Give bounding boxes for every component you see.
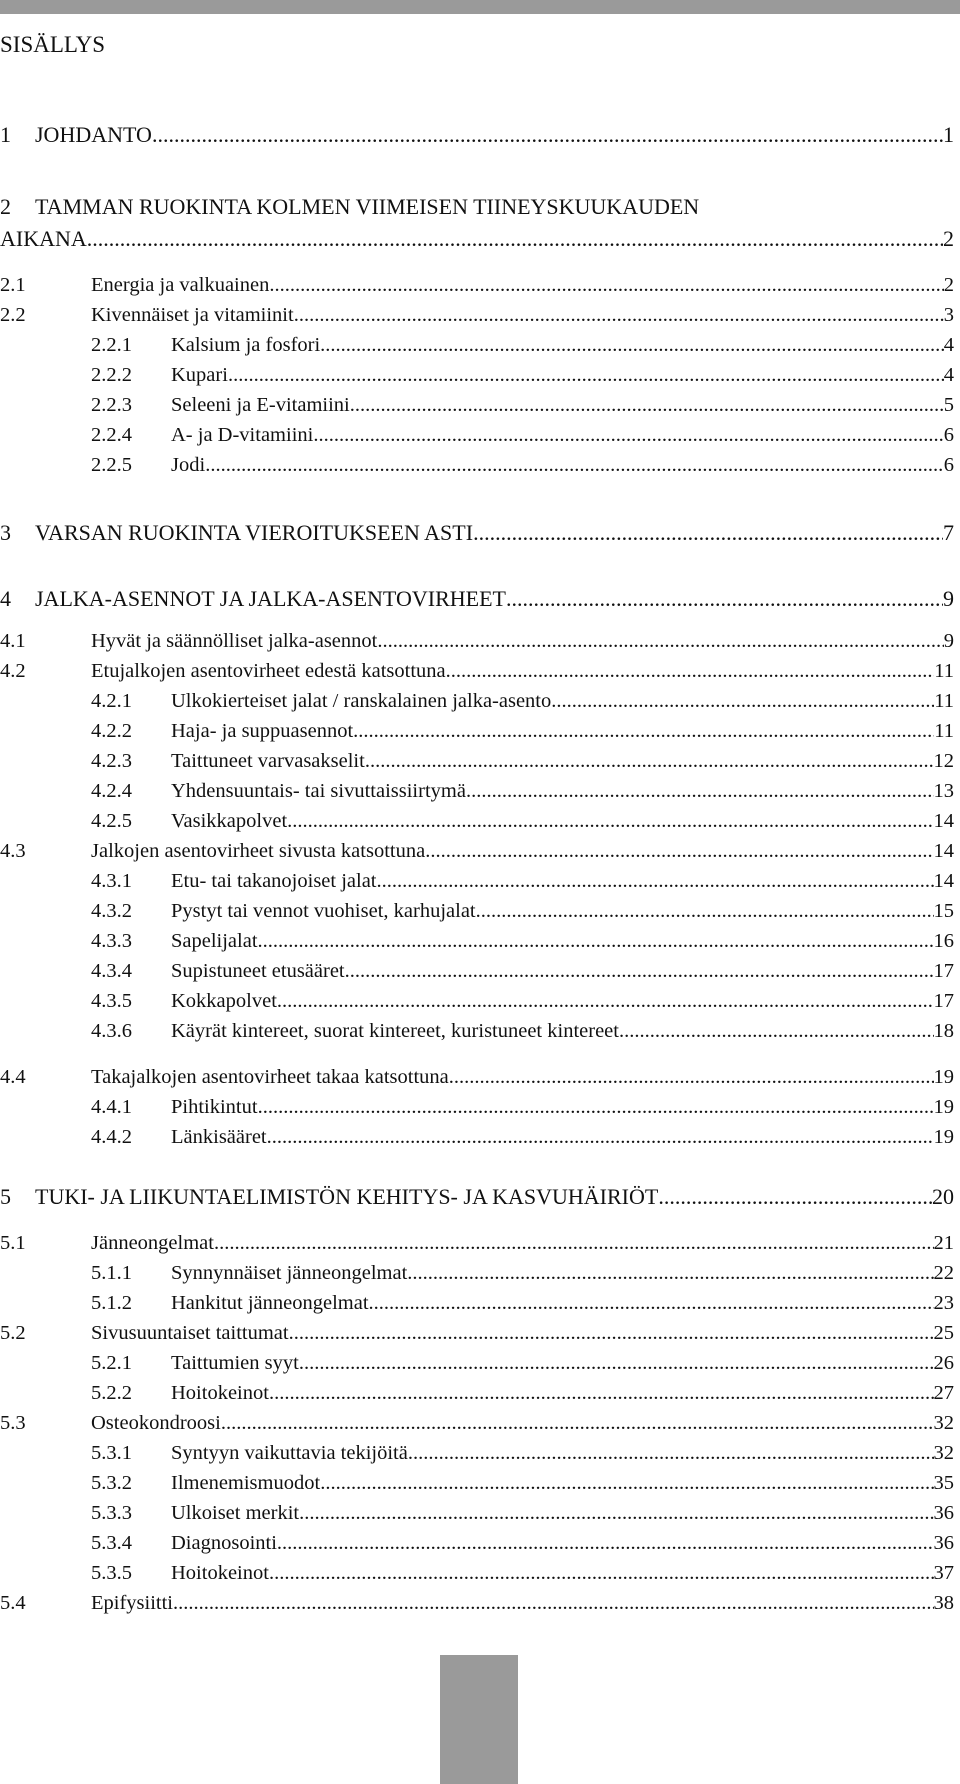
toc-entry-number: 4.4.2 xyxy=(91,1126,132,1148)
toc-entry-number: 4.2.5 xyxy=(91,810,132,832)
toc-entry-title: Ulkoiset merkit xyxy=(171,1502,300,1524)
toc-entry-title: Energia ja valkuainen xyxy=(91,274,270,296)
toc-leader xyxy=(473,518,943,548)
toc-entry-title: Taittumien syyt xyxy=(171,1352,299,1374)
toc-leader xyxy=(506,584,943,614)
toc-entry-title: Ilmenemismuodot xyxy=(171,1472,321,1494)
toc-entry-page: 38 xyxy=(933,1592,954,1614)
toc-entry-title: Epifysiitti xyxy=(91,1592,173,1614)
toc-entry[interactable] xyxy=(91,1528,954,1558)
toc-entry-page: 14 xyxy=(933,810,954,832)
toc-entry-number: 2.2.1 xyxy=(91,334,132,356)
toc-entry-page: 1 xyxy=(943,122,954,147)
toc-leader xyxy=(258,1092,934,1122)
toc-entry[interactable] xyxy=(0,1062,954,1092)
toc-entry-page: 7 xyxy=(943,520,954,545)
toc-entry-number: 5.2.1 xyxy=(91,1352,132,1374)
toc-entry-number: 4.2 xyxy=(0,660,26,682)
toc-entry-title: Taittuneet varvasakselit xyxy=(171,750,365,772)
toc-entry-title: VARSAN RUOKINTA VIEROITUKSEEN ASTI xyxy=(35,520,474,545)
toc-entry-page: 32 xyxy=(933,1412,954,1434)
toc-entry[interactable] xyxy=(91,806,954,836)
toc-leader xyxy=(365,746,934,776)
toc-entry-number: 5.3 xyxy=(0,1412,26,1434)
toc-entry-number: 5.3.1 xyxy=(91,1442,132,1464)
toc-entry-number: 5.3.2 xyxy=(91,1472,132,1494)
toc-entry[interactable] xyxy=(0,626,954,656)
toc-entry[interactable] xyxy=(0,1408,954,1438)
toc-leader xyxy=(287,806,933,836)
toc-entry-title: Kivennäiset ja vitamiinit xyxy=(91,304,294,326)
toc-entry-number: 4.2.1 xyxy=(91,690,132,712)
toc-entry[interactable] xyxy=(91,776,954,806)
toc-entry-page: 19 xyxy=(933,1096,954,1118)
top-divider xyxy=(0,0,960,14)
toc-entry[interactable] xyxy=(0,120,954,150)
toc-entry-page: 17 xyxy=(933,990,954,1012)
toc-leader xyxy=(205,450,944,480)
toc-entry-page: 14 xyxy=(933,840,954,862)
toc-leader xyxy=(345,956,934,986)
toc-entry-title: Hyvät ja säännölliset jalka-asennot xyxy=(91,630,378,652)
toc-entry[interactable] xyxy=(91,866,954,896)
toc-entry-page: 21 xyxy=(933,1232,954,1254)
toc-entry-title: Kupari xyxy=(171,364,228,386)
toc-leader xyxy=(449,1062,934,1092)
toc-leader xyxy=(228,360,944,390)
toc-entry-number: 4.2.4 xyxy=(91,780,132,802)
toc-entry-number: 2.2 xyxy=(0,304,26,326)
toc-entry-title: Pystyt tai vennot vuohiset, karhujalat xyxy=(171,900,476,922)
toc-entry-title: Takajalkojen asentovirheet takaa katsottuna xyxy=(91,1066,449,1088)
toc-entry-title: Käyrät kintereet, suorat kintereet, kuristuneet kintereet xyxy=(171,1020,619,1042)
toc-entry[interactable] xyxy=(91,686,954,716)
toc-entry[interactable] xyxy=(0,300,954,330)
toc-entry-title: Yhdensuuntais- tai sivuttaissiirtymä xyxy=(171,780,466,802)
toc-entry-number: 5.3.3 xyxy=(91,1502,132,1524)
toc-entry-title: Kokkapolvet xyxy=(171,990,277,1012)
toc-entry-page: 12 xyxy=(933,750,954,772)
toc-entry-number: 2.2.4 xyxy=(91,424,132,446)
toc-entry[interactable] xyxy=(91,1558,954,1588)
toc-entry-number: 5.1.2 xyxy=(91,1292,132,1314)
toc-entry-page: 18 xyxy=(933,1020,954,1042)
toc-entry-number: 4.1 xyxy=(0,630,26,652)
toc-leader xyxy=(551,686,934,716)
toc-leader xyxy=(221,1408,934,1438)
toc-entry-number: 5.2.2 xyxy=(91,1382,132,1404)
toc-leader xyxy=(408,1438,934,1468)
toc-entry-number: 2.2.3 xyxy=(91,394,132,416)
toc-entry-title: Syntyyn vaikuttavia tekijöitä xyxy=(171,1442,408,1464)
toc-entry-page: 14 xyxy=(933,870,954,892)
toc-entry-number: 4.3.5 xyxy=(91,990,132,1012)
toc-entry-page: 35 xyxy=(933,1472,954,1494)
toc-entry[interactable] xyxy=(91,420,954,450)
toc-entry-title: Kalsium ja fosfori xyxy=(171,334,321,356)
toc-entry-page: 11 xyxy=(934,660,954,682)
toc-entry[interactable] xyxy=(0,192,954,222)
toc-entry[interactable] xyxy=(91,330,954,360)
toc-entry[interactable] xyxy=(0,1318,954,1348)
toc-entry-number: 4.3 xyxy=(0,840,26,862)
toc-entry[interactable] xyxy=(91,926,954,956)
toc-entry[interactable] xyxy=(0,1182,954,1212)
toc-entry-title: Haja- ja suppuasennot xyxy=(171,720,354,742)
toc-leader xyxy=(658,1182,932,1212)
toc-entry-number: 1 xyxy=(0,122,11,147)
toc-entry-page: 25 xyxy=(933,1322,954,1344)
toc-entry-number: 2.2.2 xyxy=(91,364,132,386)
toc-entry-number: 4.4.1 xyxy=(91,1096,132,1118)
toc-leader xyxy=(267,1122,934,1152)
toc-entry-page: 9 xyxy=(943,630,954,652)
toc-entry[interactable] xyxy=(0,656,954,686)
toc-entry-page: 2 xyxy=(943,274,954,296)
toc-entry[interactable] xyxy=(91,1092,954,1122)
toc-entry-number: 3 xyxy=(0,520,11,545)
toc-entry-page: 4 xyxy=(943,334,954,356)
toc-entry-page: 37 xyxy=(933,1562,954,1584)
toc-leader xyxy=(313,420,943,450)
toc-entry-number: 5.1 xyxy=(0,1232,26,1254)
toc-leader xyxy=(299,1498,933,1528)
toc-entry-title: Seleeni ja E-vitamiini xyxy=(171,394,350,416)
toc-entry[interactable] xyxy=(0,584,954,614)
toc-entry-number: 5.3.4 xyxy=(91,1532,132,1554)
toc-entry-page: 23 xyxy=(933,1292,954,1314)
toc-entry-number: 4 xyxy=(0,586,11,611)
toc-entry-page: 9 xyxy=(943,586,954,611)
toc-entry-page: 19 xyxy=(933,1066,954,1088)
toc-leader xyxy=(277,1528,934,1558)
toc-leader xyxy=(446,656,935,686)
toc-leader xyxy=(152,120,943,150)
toc-leader xyxy=(350,390,944,420)
toc-entry-number: 4.3.2 xyxy=(91,900,132,922)
toc-entry-page: 36 xyxy=(933,1502,954,1524)
toc-entry-number: 5.4 xyxy=(0,1592,26,1614)
toc-heading: SISÄLLYS xyxy=(0,32,106,57)
toc-entry-page: 11 xyxy=(934,720,954,742)
toc-leader xyxy=(369,1288,934,1318)
toc-leader xyxy=(294,300,944,330)
toc-entry-page: 22 xyxy=(933,1262,954,1284)
toc-entry-number: 5 xyxy=(0,1184,11,1209)
toc-entry-number: 2.2.5 xyxy=(91,454,132,476)
toc-entry-number: 2 xyxy=(0,194,11,219)
toc-entry[interactable] xyxy=(91,390,954,420)
toc-leader xyxy=(269,1378,934,1408)
toc-entry[interactable] xyxy=(91,1016,954,1046)
toc-entry-title: TUKI- JA LIIKUNTAELIMISTÖN KEHITYS- JA KASVUHÄIRIÖT xyxy=(35,1184,659,1209)
toc-entry-number: 4.3.6 xyxy=(91,1020,132,1042)
toc-entry[interactable] xyxy=(91,716,954,746)
toc-leader xyxy=(87,224,943,254)
toc-leader xyxy=(476,896,934,926)
toc-leader xyxy=(619,1016,934,1046)
toc-entry-title: Supistuneet etusääret xyxy=(171,960,345,982)
toc-leader xyxy=(425,836,933,866)
toc-entry[interactable] xyxy=(91,956,954,986)
toc-entry-page: 26 xyxy=(933,1352,954,1374)
toc-entry[interactable] xyxy=(0,518,954,548)
toc-entry-title: Hoitokeinot xyxy=(171,1562,269,1584)
toc-entry[interactable] xyxy=(91,1288,954,1318)
toc-leader xyxy=(214,1228,934,1258)
toc-entry-continuation[interactable] xyxy=(0,224,954,254)
toc-entry-title: Etujalkojen asentovirheet edestä katsottuna xyxy=(91,660,446,682)
toc-entry[interactable] xyxy=(91,896,954,926)
toc-entry-page: 4 xyxy=(943,364,954,386)
toc-entry-title: Jänneongelmat xyxy=(91,1232,214,1254)
toc-entry-page: 15 xyxy=(933,900,954,922)
toc-leader xyxy=(320,330,944,360)
toc-entry[interactable] xyxy=(91,450,954,480)
toc-entry-page: 6 xyxy=(943,424,954,446)
toc-entry-title: JOHDANTO xyxy=(35,122,152,147)
toc-entry[interactable] xyxy=(91,360,954,390)
toc-entry-page: 13 xyxy=(933,780,954,802)
toc-leader xyxy=(407,1258,933,1288)
toc-entry-title: Pihtikintut xyxy=(171,1096,258,1118)
toc-leader xyxy=(299,1348,934,1378)
toc-entry-page: 6 xyxy=(943,454,954,476)
toc-entry-page: 36 xyxy=(933,1532,954,1554)
toc-entry-title: Osteokondroosi xyxy=(91,1412,221,1434)
toc-entry[interactable] xyxy=(91,1378,954,1408)
toc-entry-title: Länkisääret xyxy=(171,1126,267,1148)
toc-entry-title: Hankitut jänneongelmat xyxy=(171,1292,369,1314)
toc-entry-number: 4.2.3 xyxy=(91,750,132,772)
toc-entry-number: 4.3.1 xyxy=(91,870,132,892)
toc-entry-title: Jalkojen asentovirheet sivusta katsottuna xyxy=(91,840,426,862)
toc-entry[interactable] xyxy=(91,1348,954,1378)
toc-entry-page: 5 xyxy=(943,394,954,416)
toc-leader xyxy=(289,1318,934,1348)
toc-entry-page: 19 xyxy=(933,1126,954,1148)
toc-entry[interactable] xyxy=(91,1468,954,1498)
toc-entry-number: 5.1.1 xyxy=(91,1262,132,1284)
toc-leader xyxy=(377,866,934,896)
toc-entry[interactable] xyxy=(91,1258,954,1288)
toc-entry-page: 17 xyxy=(933,960,954,982)
toc-entry-title: A- ja D-vitamiini xyxy=(171,424,314,446)
toc-entry-page: 32 xyxy=(933,1442,954,1464)
toc-entry-title: Jodi xyxy=(171,454,206,476)
toc-entry[interactable] xyxy=(91,1498,954,1528)
toc-entry-number: 5.2 xyxy=(0,1322,26,1344)
toc-entry[interactable] xyxy=(0,270,954,300)
toc-entry-number: 2.1 xyxy=(0,274,26,296)
toc-entry[interactable] xyxy=(91,986,954,1016)
toc-leader xyxy=(320,1468,933,1498)
toc-leader xyxy=(269,1558,934,1588)
toc-entry[interactable] xyxy=(91,1122,954,1152)
toc-entry-number: 4.2.2 xyxy=(91,720,132,742)
toc-entry-page: 20 xyxy=(932,1184,954,1209)
toc-entry-title: Synnynnäiset jänneongelmat xyxy=(171,1262,408,1284)
toc-entry-title: JALKA-ASENNOT JA JALKA-ASENTOVIRHEET xyxy=(35,586,506,611)
toc-leader xyxy=(466,776,934,806)
toc-entry-title: Sapelijalat xyxy=(171,930,258,952)
toc-entry-page: 11 xyxy=(934,690,954,712)
toc-leader xyxy=(277,986,934,1016)
toc-leader xyxy=(377,626,943,656)
toc-entry-title: Sivusuuntaiset taittumat xyxy=(91,1322,289,1344)
toc-leader xyxy=(269,270,943,300)
page-footer-block xyxy=(440,1655,518,1784)
toc-entry[interactable] xyxy=(0,1588,954,1618)
toc-entry[interactable] xyxy=(0,1228,954,1258)
toc-entry-title: Hoitokeinot xyxy=(171,1382,269,1404)
toc-entry-number: 5.3.5 xyxy=(91,1562,132,1584)
toc-entry-page: 27 xyxy=(933,1382,954,1404)
toc-entry[interactable] xyxy=(91,1438,954,1468)
toc-entry[interactable] xyxy=(0,836,954,866)
toc-entry-page: 2 xyxy=(943,226,954,251)
toc-entry-page: 3 xyxy=(943,304,954,326)
toc-entry-title: Ulkokierteiset jalat / ranskalainen jalka-asento xyxy=(171,690,552,712)
toc-entry-page: 16 xyxy=(933,930,954,952)
toc-entry-number: 4.3.3 xyxy=(91,930,132,952)
toc-entry[interactable] xyxy=(91,746,954,776)
toc-entry-number: 4.4 xyxy=(0,1066,26,1088)
toc-entry-number: 4.3.4 xyxy=(91,960,132,982)
toc-entry-title: AIKANA xyxy=(0,226,87,251)
toc-entry-title: Etu- tai takanojoiset jalat xyxy=(171,870,377,892)
toc-entry-title: Diagnosointi xyxy=(171,1532,277,1554)
toc-leader xyxy=(353,716,934,746)
toc-leader xyxy=(173,1588,934,1618)
toc-leader xyxy=(258,926,934,956)
toc-entry-title: TAMMAN RUOKINTA KOLMEN VIIMEISEN TIINEYSKUUKAUDEN xyxy=(35,194,700,219)
toc-entry-title: Vasikkapolvet xyxy=(171,810,288,832)
